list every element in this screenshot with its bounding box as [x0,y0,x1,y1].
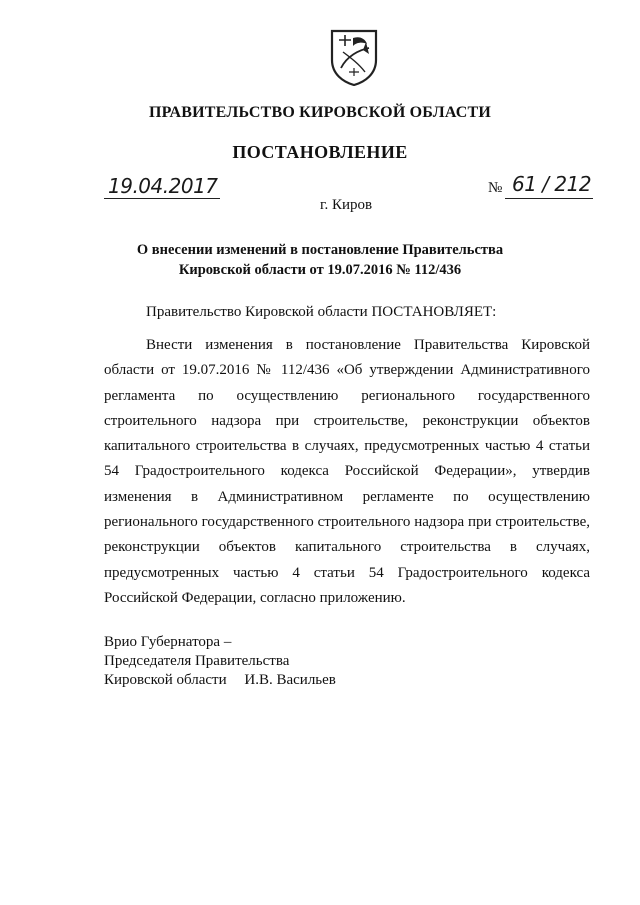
number-underline [505,198,593,199]
handwritten-number: 61 / 212 [512,172,592,196]
date-underline [104,198,220,199]
signature-position: Кировской области [104,672,227,688]
subject-line-2: Кировской области от 19.07.2016 № 112/436 [178,262,462,278]
city-label: г. Киров [320,197,373,213]
government-name: ПРАВИТЕЛЬСТВО КИРОВСКОЙ ОБЛАСТИ [148,104,492,121]
handwritten-date: 19.04.2017 [108,174,218,198]
decree-paragraph: Внести изменения в постановление Правительства Кировской области от 19.07.2016 № 112/436 «Об утверждении Административного регламента по осуществлению регионального государственного строительного надзора при строительстве, реконструкции объектов капитального строительства в случаях, предусмотренных частью 4 статьи 54 Градостроительного кодекса Российской Федерации», утвердив изменения в Административном регламенте по осуществлению регионального государственного строительного надзора при строительстве, реконструкции объектов капитального строительства в случаях, предусмотренных частью 4 статьи 54 Градостроительного кодекса Российской Федерации, согласно приложению. [104,337,590,606]
document-subject [0,240,640,280]
signature-line-3 [104,671,336,690]
number-label: № [488,180,503,196]
subject-line-1: О внесении изменений в постановление Правительства [136,242,504,258]
document-type-title: ПОСТАНОВЛЕНИЕ [232,142,408,162]
signature-block [104,633,336,690]
decree-statement: Правительство Кировской области ПОСТАНОВЛЯЕТ: [146,304,497,320]
signature-line-1: Врио Губернатора – [104,634,232,650]
kirov-coat-of-arms-icon [329,28,379,86]
signatory-name: И.В. Васильев [244,672,336,688]
signature-line-2: Председателя Правительства [104,653,290,669]
